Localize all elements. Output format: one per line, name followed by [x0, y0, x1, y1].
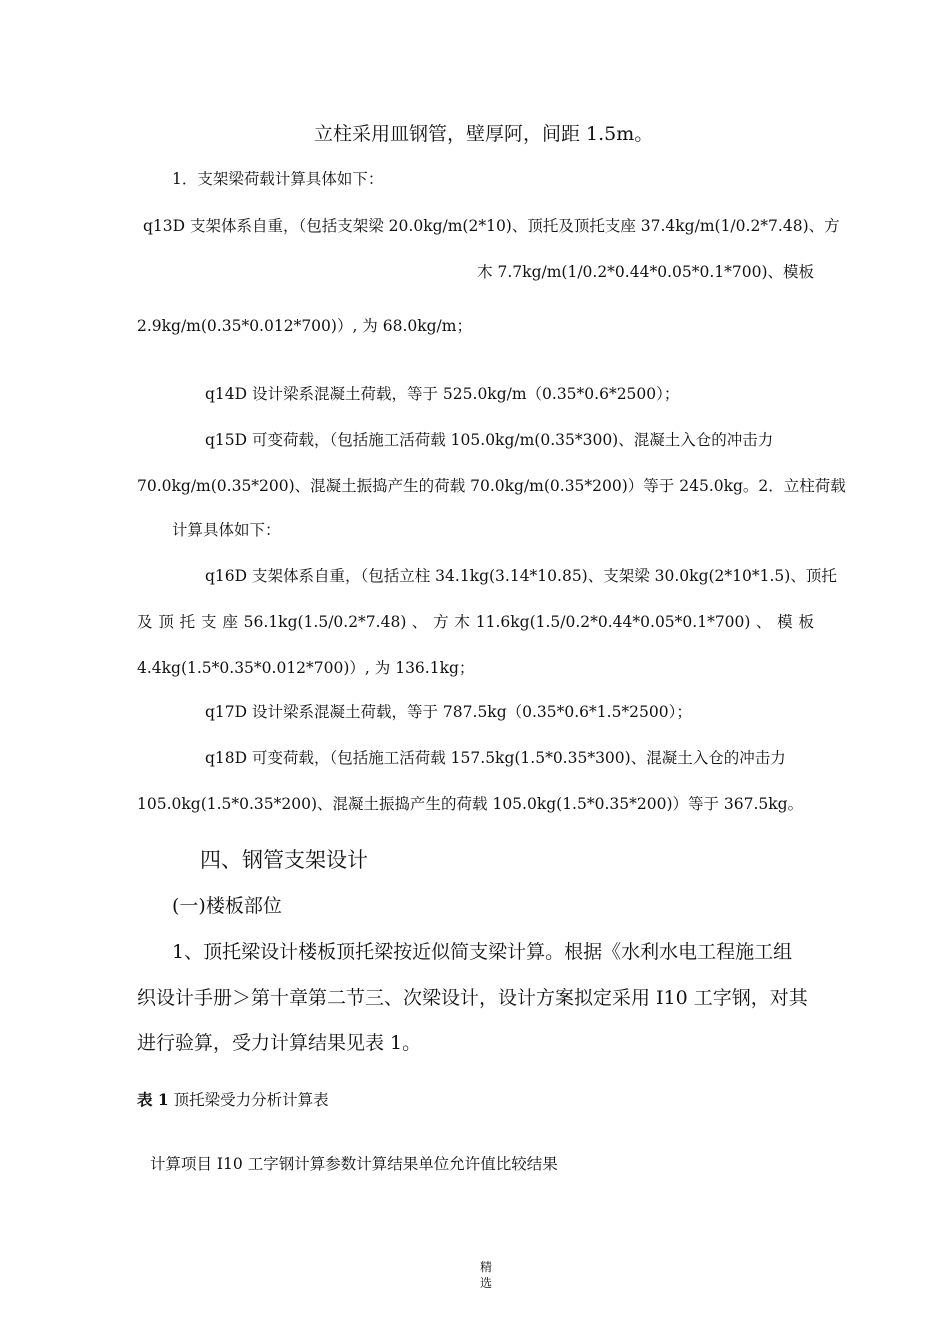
- footer-mark: 精: [480, 1260, 493, 1274]
- text-line: q15D 可变荷载，（包括施工活荷载 105.0kg/m(0.35*300)、混凝土入仓的冲击力: [205, 431, 774, 449]
- subsection-heading: (一)楼板部位: [172, 895, 282, 917]
- text-line: q14D 设计梁系混凝土荷载，等于 525.0kg/m（0.35*0.6*2500）；: [205, 385, 680, 403]
- section-item-1: 1．支架梁荷载计算具体如下：: [172, 170, 384, 188]
- section-heading: 四、钢管支架设计: [200, 848, 368, 872]
- text-line: q16D 支架体系自重，（包括立柱 34.1kg(3.14*10.85)、支架梁 30.0kg(2*10*1.5)、顶托: [205, 567, 837, 585]
- text-line: 木 7.7kg/m(1/0.2*0.44*0.05*0.1*700)、模板: [477, 263, 814, 281]
- text-line: 及 顶 托 支 座 56.1kg(1.5/0.2*7.48) 、 方 木 11.6kg(1.5/0.2*0.44*0.05*0.1*700) 、 模 板: [137, 613, 814, 631]
- paragraph-line: 织设计手册＞第十章第二节三、次梁设计，设计方案拟定采用 I10 工字钢，对其: [137, 987, 808, 1009]
- text-line: 计算具体如下：: [172, 521, 281, 539]
- text-line: 4.4kg(1.5*0.35*0.012*700)）, 为 136.1kg；: [137, 659, 475, 677]
- text-line: 70.0kg/m(0.35*200)、混凝土振捣产生的荷载 70.0kg/m(0.35*200)）等于 245.0kg。2．立柱荷载: [137, 477, 846, 495]
- text-line: q13D 支架体系自重，（包括支架梁 20.0kg/m(2*10)、顶托及顶托支座 37.4kg/m(1/0.2*7.48)、方: [143, 217, 840, 235]
- text-line: q17D 设计梁系混凝土荷载，等于 787.5kg（0.35*0.6*1.5*2500）；: [205, 703, 692, 721]
- table-caption: [137, 1090, 329, 1110]
- text-line: 立柱采用皿钢管，壁厚阿，间距 1.5m。: [314, 123, 654, 145]
- table-title: 顶托梁受力分析计算表: [168, 1091, 329, 1109]
- paragraph-line: 进行验算，受力计算结果见表 1。: [137, 1032, 422, 1054]
- table-number: 表 1: [137, 1090, 169, 1109]
- paragraph-line: 1、顶托梁设计楼板顶托梁按近似简支梁计算。根据《水利水电工程施工组: [172, 941, 793, 963]
- footer-mark: 选: [480, 1276, 493, 1290]
- text-line: q18D 可变荷载，（包括施工活荷载 157.5kg(1.5*0.35*300)、混凝土入仓的冲击力: [205, 749, 786, 767]
- table-header-row: 计算项目 I10 工字钢计算参数计算结果单位允许值比较结果: [150, 1155, 558, 1173]
- text-line: 105.0kg(1.5*0.35*200)、混凝土振捣产生的荷载 105.0kg(1.5*0.35*200)）等于 367.5kg。: [137, 795, 804, 813]
- text-line: 2.9kg/m(0.35*0.012*700)）, 为 68.0kg/m；: [137, 317, 472, 335]
